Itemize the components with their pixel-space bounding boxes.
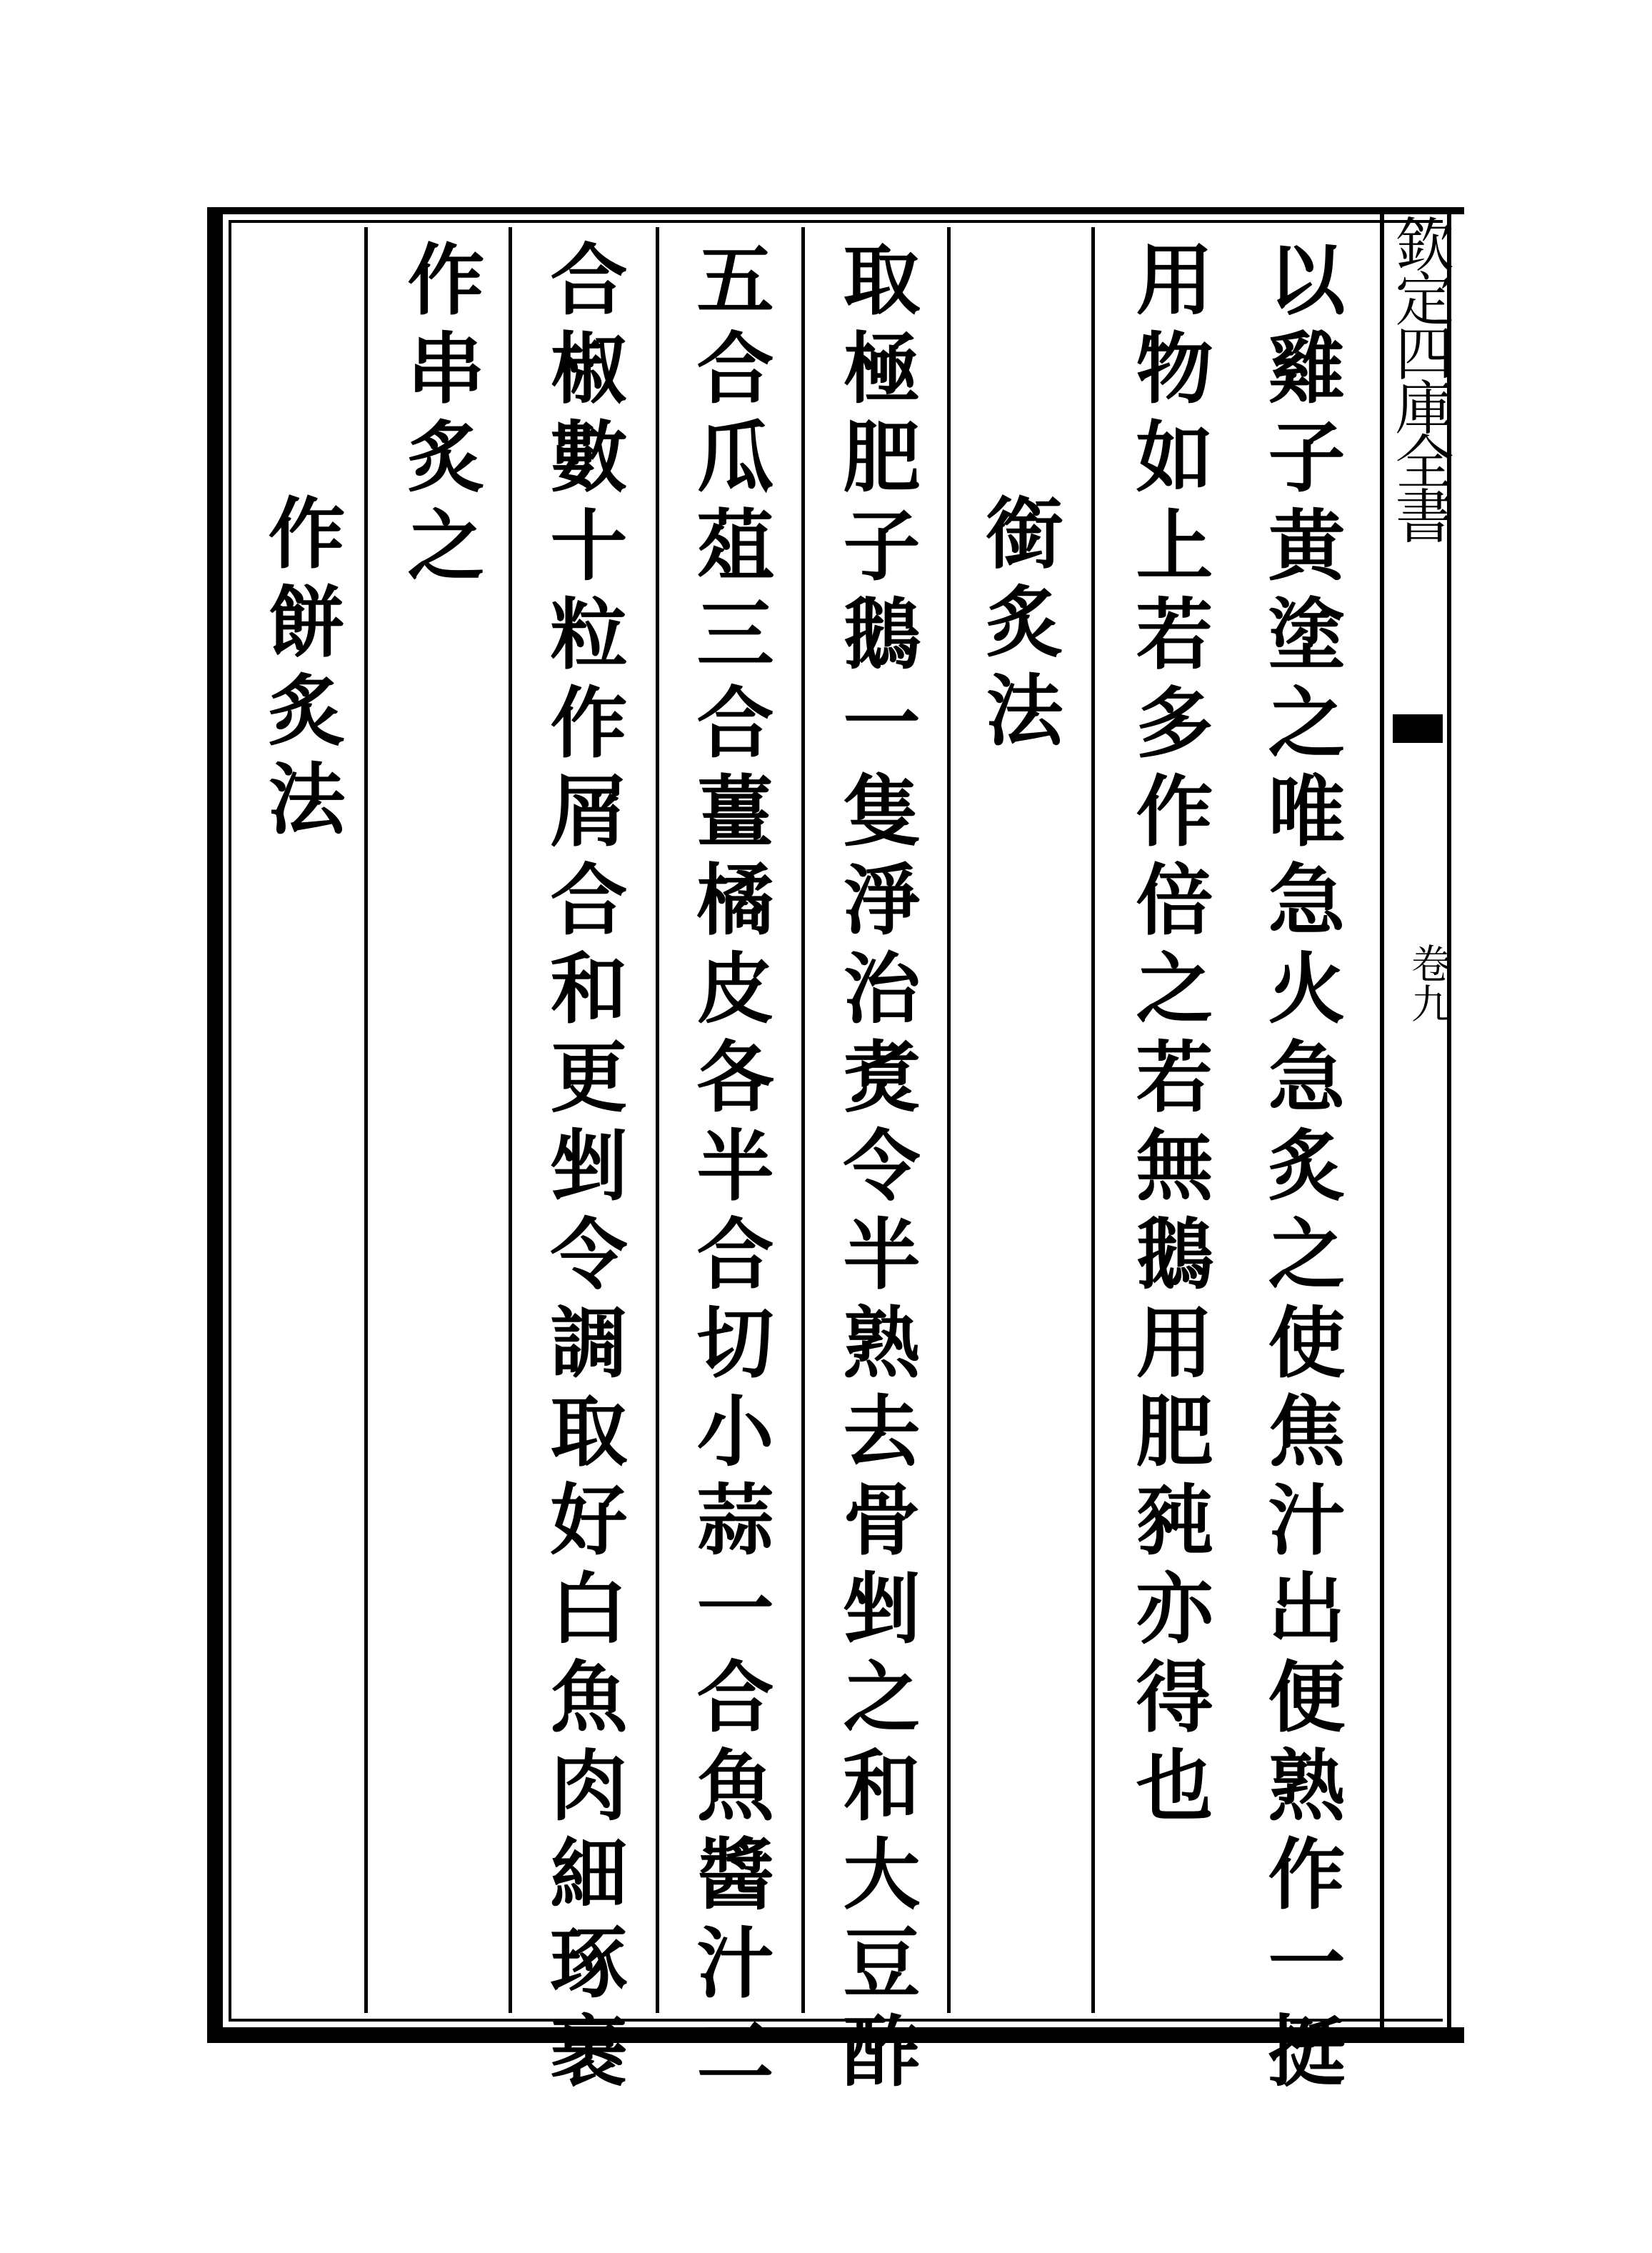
text-column-3: 取極肥子鵝一隻淨治煑令半熟去骨剉之和大豆酢	[830, 239, 920, 2099]
section-heading-2: 作餅炙法	[255, 493, 345, 847]
column-rule	[509, 227, 512, 2013]
text-column-2: 用物如上若多作倍之若無鵝用肥豘亦得也	[1123, 239, 1213, 1834]
column-rule	[1091, 227, 1095, 2013]
banxin-rule-left	[1380, 214, 1384, 2029]
volume-label: 卷九	[1405, 943, 1451, 1023]
column-rule	[656, 227, 659, 2013]
text-column-5: 合椒數十粒作屑合和更剉令調取好白魚肉細琢裹	[537, 239, 627, 2099]
fishtail-mark	[1393, 714, 1443, 743]
column-rule	[947, 227, 951, 2013]
text-column-6: 作串炙之	[394, 239, 484, 594]
text-column-4: 五合瓜葅三合薑橘皮各半合切小蒜一合魚醬汁二	[684, 239, 774, 2099]
column-rule	[364, 227, 368, 2013]
text-column-1: 以雞子黄塗之唯急火急炙之使焦汁出便熟作一挺	[1255, 239, 1345, 2099]
book-title: 欽定四庫全書	[1386, 214, 1453, 540]
column-rule	[801, 227, 805, 2013]
section-heading: 銜炙法	[973, 493, 1063, 759]
